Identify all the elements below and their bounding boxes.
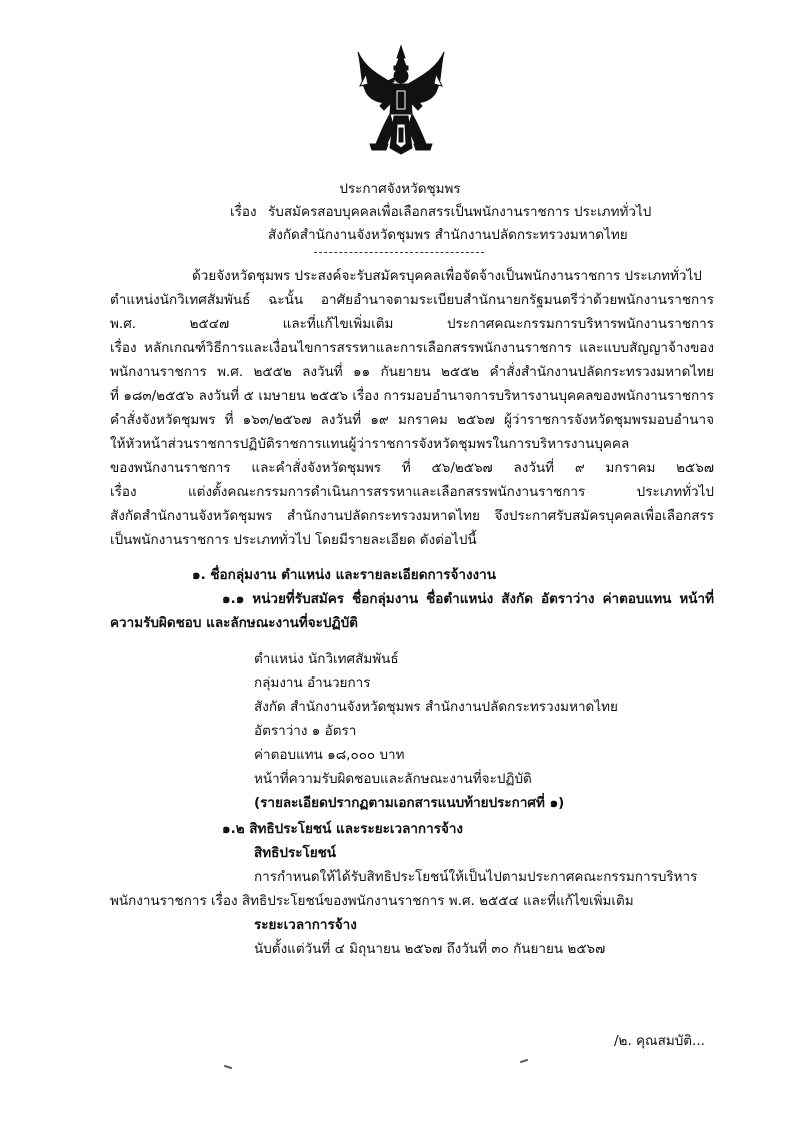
intro-line-7: คำสั่งจังหวัดชุมพร ที่ ๑๖๓/๒๕๖๗ ลงวันที่ ๑๙ มกราคม ๒๕๖๗ ผู้ว่าราชการจังหวัดชุมพรมอบอำนาจ [110, 412, 714, 428]
intro-line-6: ที่ ๑๘๓/๒๕๕๖ ลงวันที่ ๕ เมษายน ๒๕๕๖ เรื่อง การมอบอำนาจการบริหารงานบุคคลของพนักงานราชการ [110, 388, 714, 404]
benefits-text-2: พนักงานราชการ เรื่อง สิทธิประโยชน์ของพนักงานราชการ พ.ศ. ๒๕๕๔ และที่แก้ไขเพิ่มเติม [110, 893, 634, 909]
subject-title: รับสมัครสอบบุคคลเพื่อเลือกสรรเป็นพนักงานราชการ ประเภททั่วไป [268, 204, 652, 220]
intro-line-5: พนักงานราชการ พ.ศ. ๒๕๕๒ ลงวันที่ ๑๑ กันยายน ๒๕๕๒ คำสั่งสำนักงานปลัดกระทรวงมหาดไทย [110, 364, 714, 380]
detail-group: กลุ่มงาน อำนวยการ [254, 675, 371, 691]
detail-duties: หน้าที่ความรับผิดชอบและลักษณะงานที่จะปฏิบัติ [254, 771, 532, 787]
section-1-1-heading-cont: ความรับผิดชอบ และลักษณะงานที่จะปฏิบัติ [110, 615, 358, 631]
scan-mark-right [520, 1059, 528, 1064]
intro-line-10: เรื่อง แต่งตั้งคณะกรรมการดำเนินการสรรหาและเลือกสรรพนักงานราชการ ประเภททั่วไป [110, 484, 714, 500]
detail-vacancy: อัตราว่าง ๑ อัตรา [254, 723, 357, 739]
detail-salary: ค่าตอบแทน ๑๘,๐๐๐ บาท [254, 747, 405, 763]
benefits-text-1: การกำหนดให้ได้รับสิทธิประโยชน์ให้เป็นไปตามประกาศคณะกรรมการบริหาร [254, 869, 698, 885]
separator-line [314, 252, 484, 253]
intro-line-4: เรื่อง หลักเกณฑ์วิธีการและเงื่อนไขการสรรหาและการเลือกสรรพนักงานราชการ และแบบสัญญาจ้างของ [110, 340, 714, 356]
section-1-heading: ๑. ชื่อกลุ่มงาน ตำแหน่ง และรายละเอียดการจ้างงาน [192, 567, 496, 583]
detail-position: ตำแหน่ง นักวิเทศสัมพันธ์ [254, 651, 399, 667]
continuation-note: /๒. คุณสมบัติ... [614, 1033, 705, 1049]
announcement-issuer: ประกาศจังหวัดชุมพร [339, 181, 461, 197]
intro-line-11: สังกัดสำนักงานจังหวัดชุมพร สำนักงานปลัดกระทรวงมหาดไทย จึงประกาศรับสมัครบุคคลเพื่อเลือกสรร [110, 508, 714, 524]
subject-line2: สังกัดสำนักงานจังหวัดชุมพร สำนักงานปลัดกระทรวงมหาดไทย [268, 227, 628, 243]
garuda-emblem [356, 44, 446, 156]
period-heading: ระยะเวลาการจ้าง [254, 917, 357, 933]
benefits-heading: สิทธิประโยชน์ [254, 845, 337, 861]
intro-line-3: พ.ศ. ๒๕๔๗ และที่แก้ไขเพิ่มเติม ประกาศคณะกรรมการบริหารพนักงานราชการ [110, 316, 714, 332]
intro-line-2: ตำแหน่งนักวิเทศสัมพันธ์ ฉะนั้น อาศัยอำนาจตามระเบียบสำนักนายกรัฐมนตรีว่าด้วยพนักงานราชการ [110, 292, 714, 308]
scan-mark-left [224, 1065, 232, 1070]
intro-line-8: ให้หัวหน้าส่วนราชการปฏิบัติราชการแทนผู้ว่าราชการจังหวัดชุมพรในการบริหารงานบุคคล [110, 436, 630, 452]
intro-line-9: ของพนักงานราชการ และคำสั่งจังหวัดชุมพร ที่ ๕๖/๒๕๖๗ ลงวันที่ ๙ มกราคม ๒๕๖๗ [110, 460, 714, 476]
section-1-2-heading: ๑.๒ สิทธิประโยชน์ และระยะเวลาการจ้าง [222, 821, 464, 837]
intro-line-12: เป็นพนักงานราชการ ประเภททั่วไป โดยมีรายละเอียด ดังต่อไปนี้ [110, 532, 477, 548]
details-note: (รายละเอียดปรากฏตามเอกสารแนบท้ายประกาศที่ ๑) [254, 795, 565, 811]
period-text: นับตั้งแต่วันที่ ๔ มิถุนายน ๒๕๖๗ ถึงวันที่ ๓๐ กันยายน ๒๕๖๗ [254, 941, 606, 957]
intro-line-1: ด้วยจังหวัดชุมพร ประสงค์จะรับสมัครบุคคลเพื่อจัดจ้างเป็นพนักงานราชการ ประเภททั่วไป [192, 268, 702, 284]
subject-label: เรื่อง [230, 204, 257, 220]
section-1-1-heading: ๑.๑ หน่วยที่รับสมัคร ชื่อกลุ่มงาน ชื่อตำแหน่ง สังกัด อัตราว่าง ค่าตอบแทน หน้าที่ [222, 591, 714, 607]
detail-affiliation: สังกัด สำนักงานจังหวัดชุมพร สำนักงานปลัดกระทรวงมหาดไทย [254, 699, 618, 715]
